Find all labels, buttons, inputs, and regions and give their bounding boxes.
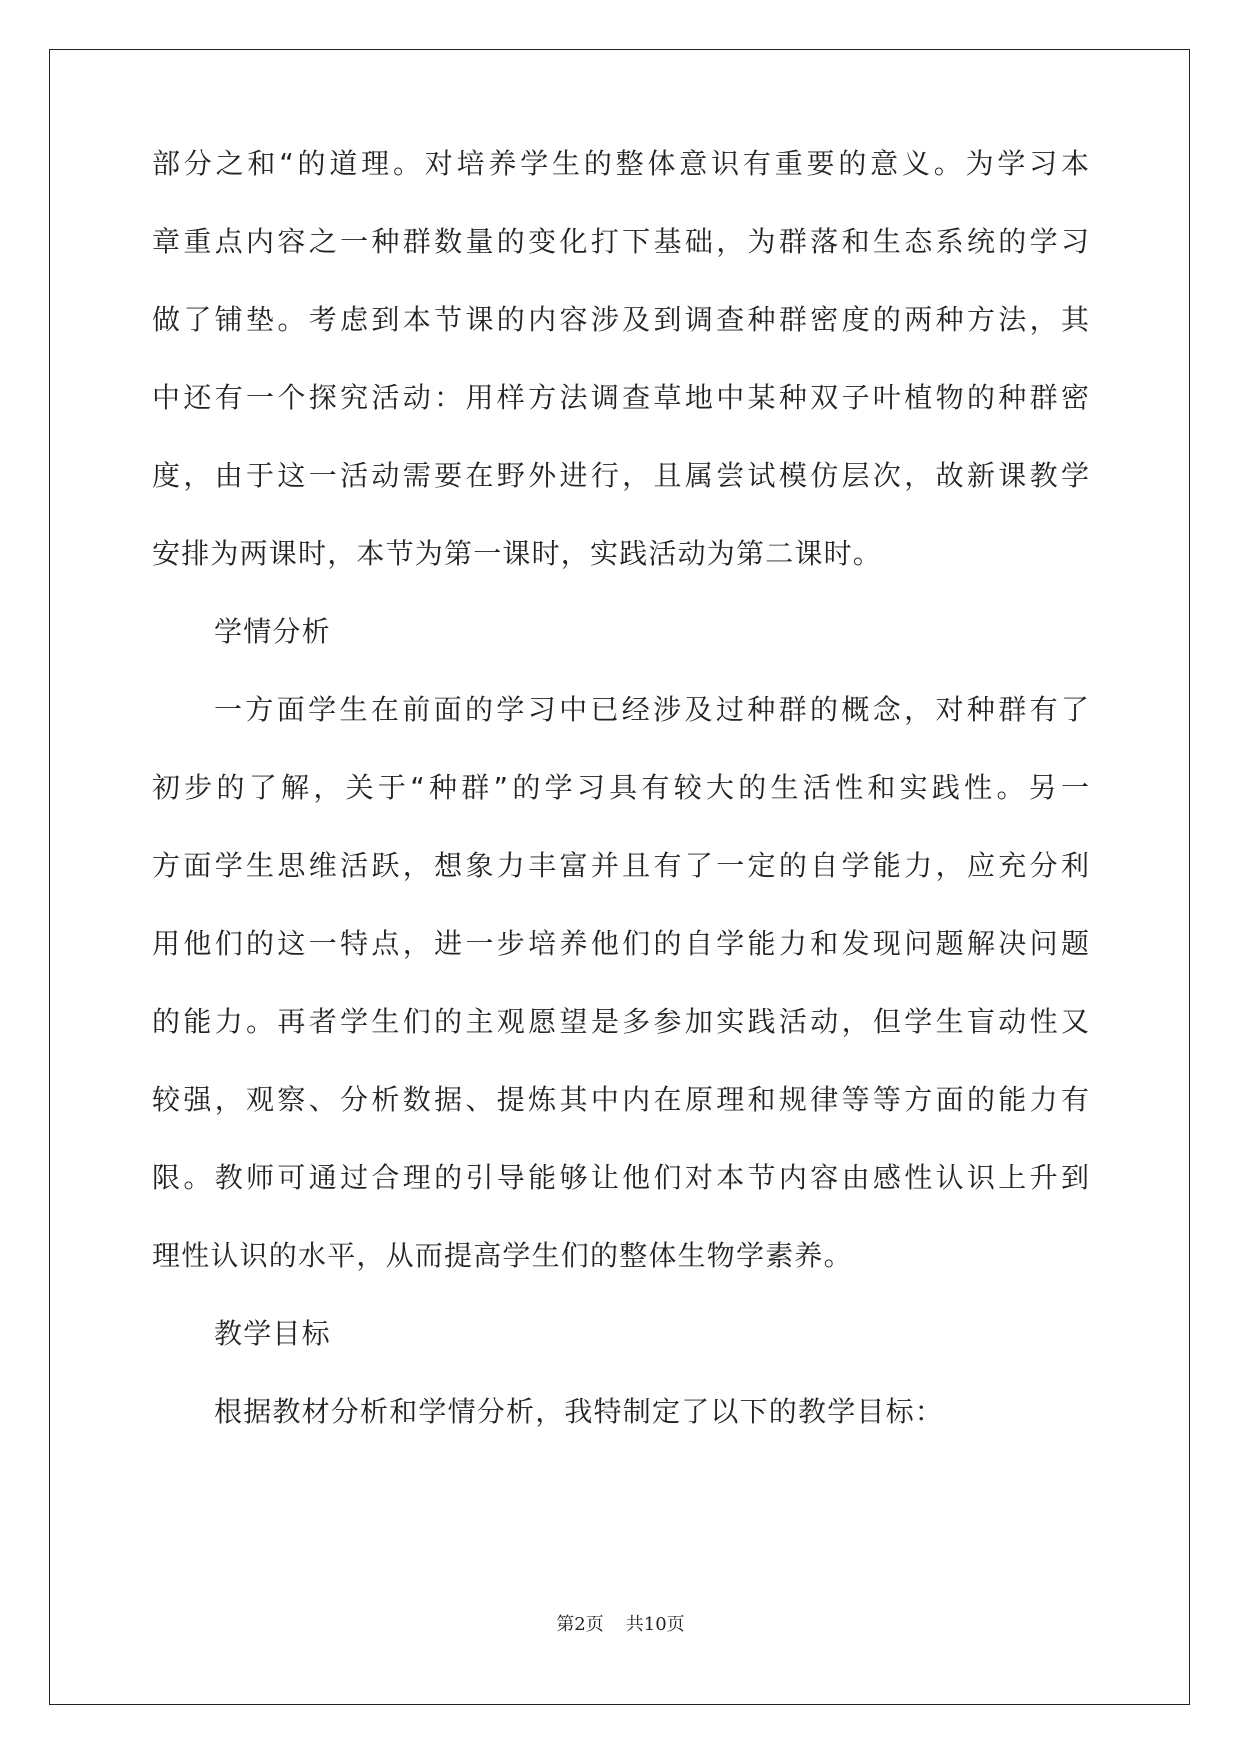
page-total: 共10页 [625, 1614, 685, 1635]
paragraph-line: 初步的了解，关于“种群”的学习具有较大的生活性和实践性。另一 [152, 771, 1089, 804]
paragraph-line: 做了铺垫。考虑到本节课的内容涉及到调查种群密度的两种方法，其 [152, 303, 1089, 336]
paragraph-line: 限。教师可通过合理的引导能够让他们对本节内容由感性认识上升到 [152, 1161, 1089, 1194]
paragraph-line: 用他们的这一特点，进一步培养他们的自学能力和发现问题解决问题 [152, 927, 1089, 960]
paragraph-line: 的能力。再者学生们的主观愿望是多参加实践活动，但学生盲动性又 [152, 1005, 1089, 1038]
paragraph-line: 根据教材分析和学情分析，我特制定了以下的教学目标： [214, 1395, 945, 1428]
page-number: 第2页 [556, 1614, 604, 1635]
paragraph-line: 章重点内容之一种群数量的变化打下基础，为群落和生态系统的学习 [152, 225, 1089, 258]
paragraph-line: 方面学生思维活跃，想象力丰富并且有了一定的自学能力，应充分利 [152, 849, 1089, 882]
document-body [152, 145, 1089, 1471]
section-heading: 学情分析 [214, 615, 331, 648]
page-footer [0, 1610, 1241, 1636]
section-heading: 教学目标 [214, 1317, 331, 1350]
paragraph-line: 理性认识的水平，从而提高学生们的整体生物学素养。 [152, 1239, 853, 1272]
paragraph-line: 安排为两课时，本节为第一课时，实践活动为第二课时。 [152, 537, 883, 570]
paragraph-line: 一方面学生在前面的学习中已经涉及过种群的概念，对种群有了 [214, 693, 1089, 726]
paragraph-line: 部分之和“的道理。对培养学生的整体意识有重要的意义。为学习本 [152, 147, 1089, 180]
paragraph-line: 较强，观察、分析数据、提炼其中内在原理和规律等等方面的能力有 [152, 1083, 1089, 1116]
paragraph-line: 中还有一个探究活动：用样方法调查草地中某种双子叶植物的种群密 [152, 381, 1089, 414]
paragraph-line: 度，由于这一活动需要在野外进行，且属尝试模仿层次，故新课教学 [152, 459, 1089, 492]
